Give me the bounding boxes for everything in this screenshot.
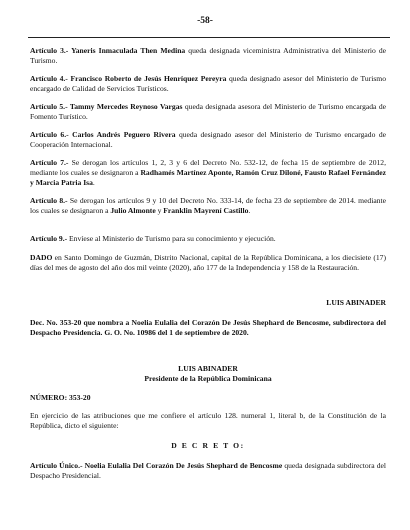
dado-paragraph [30,253,386,273]
article-7 [30,158,386,188]
decree-number: NÚMERO: 353-20 [30,393,91,402]
article-4-body: queda designado asesor del Ministerio de Turismo encargado de Calidad de Servicios Turísticos. [30,74,386,93]
article-6 [30,130,386,150]
preamble: En ejercicio de las atribuciones que me confiere el artículo 128. numeral 1, literal b, de la Constitución de la República, dicto el siguiente: [30,411,386,430]
article-9-body: Envíese al Ministerio de Turismo para su conocimiento y ejecución. [67,234,276,243]
article-5-head: Artículo 5.- Tammy Mercedes Reynoso Vargas [30,102,183,111]
article-4 [30,74,386,94]
article-8-end: . [248,205,251,215]
dado-head: DADO [30,253,53,262]
articulo-unico [30,461,386,481]
article-5 [30,102,386,122]
article-5-body: queda designada asesora del Ministerio de Turismo encargada de Fomento Turístico. [30,102,386,121]
articulo-unico-body: queda designada subdirectora del Despacho Presidencial. [30,461,386,480]
president-name: LUIS ABINADER [178,364,238,373]
page-number: -58- [197,16,213,26]
article-9-head: Artículo 9.- [30,234,68,243]
dado-body: en Santo Domingo de Guzmán, Distrito Nacional, capital de la República Dominicana, a los diecisiete (17) días del mes de agosto del año dos mil veinte (2020), año 177 de la Independencia y 158 de la Restauración. [30,253,386,272]
article-7-names: Radhamés Martínez Aponte, Ramón Cruz Diloné, Fausto Rafael Fernández y Marcia Patria Isa [30,167,386,187]
article-3-body: queda designada viceministra Administrativa del Ministerio de Turismo. [30,46,386,65]
article-8-mid: y [155,205,164,215]
decreto-heading: D E C R E T O: [171,441,245,450]
decree-summary: Dec. No. 353-20 que nombra a Noelia Eulalia del Corazón De Jesús Shephard de Bencosme, subdirectora del Despacho Presidencia. G. O. No. 10986 del 1 de septiembre de 2020. [30,318,386,337]
article-6-body: queda designado asesor del Ministerio de Turismo encargado de Cooperación Internacional. [30,130,386,149]
article-8-head: Artículo 8.- [30,196,68,205]
articulo-unico-head: Artículo Único.- Noelia Eulalia Del Corazón De Jesús Shephard de Bencosme [30,461,283,470]
president-title: Presidente de la República Dominicana [144,374,272,383]
signature: LUIS ABINADER [326,298,386,307]
article-8-body: Se derogan los artículos 9 y 10 del Decreto No. 333-14, de fecha 23 de septiembre de 2014. mediante los cuales se designaron a [30,196,386,215]
article-6-head: Artículo 6.- Carlos Andrés Peguero Rivera [30,130,176,139]
article-9 [30,234,386,244]
article-8-name-2: Franklin Mayrení Castillo [163,205,249,215]
header-rule [28,37,390,38]
article-7-end: . [92,177,95,187]
article-8-name-1: Julio Almonte [110,205,156,215]
article-3-head: Artículo 3.- Yaneris Inmaculada Then Medina [30,46,186,55]
article-7-body: Se derogan los artículos 1, 2, 3 y 6 del Decreto No. 532-12, de fecha 15 de septiembre de 2012, mediante los cuales se designaron a [30,158,386,177]
article-4-head: Artículo 4.- Francisco Roberto de Jesús Henríquez Pereyra [30,74,227,83]
article-8 [30,196,386,216]
article-3 [30,46,386,66]
article-7-head: Artículo 7.- [30,158,69,167]
